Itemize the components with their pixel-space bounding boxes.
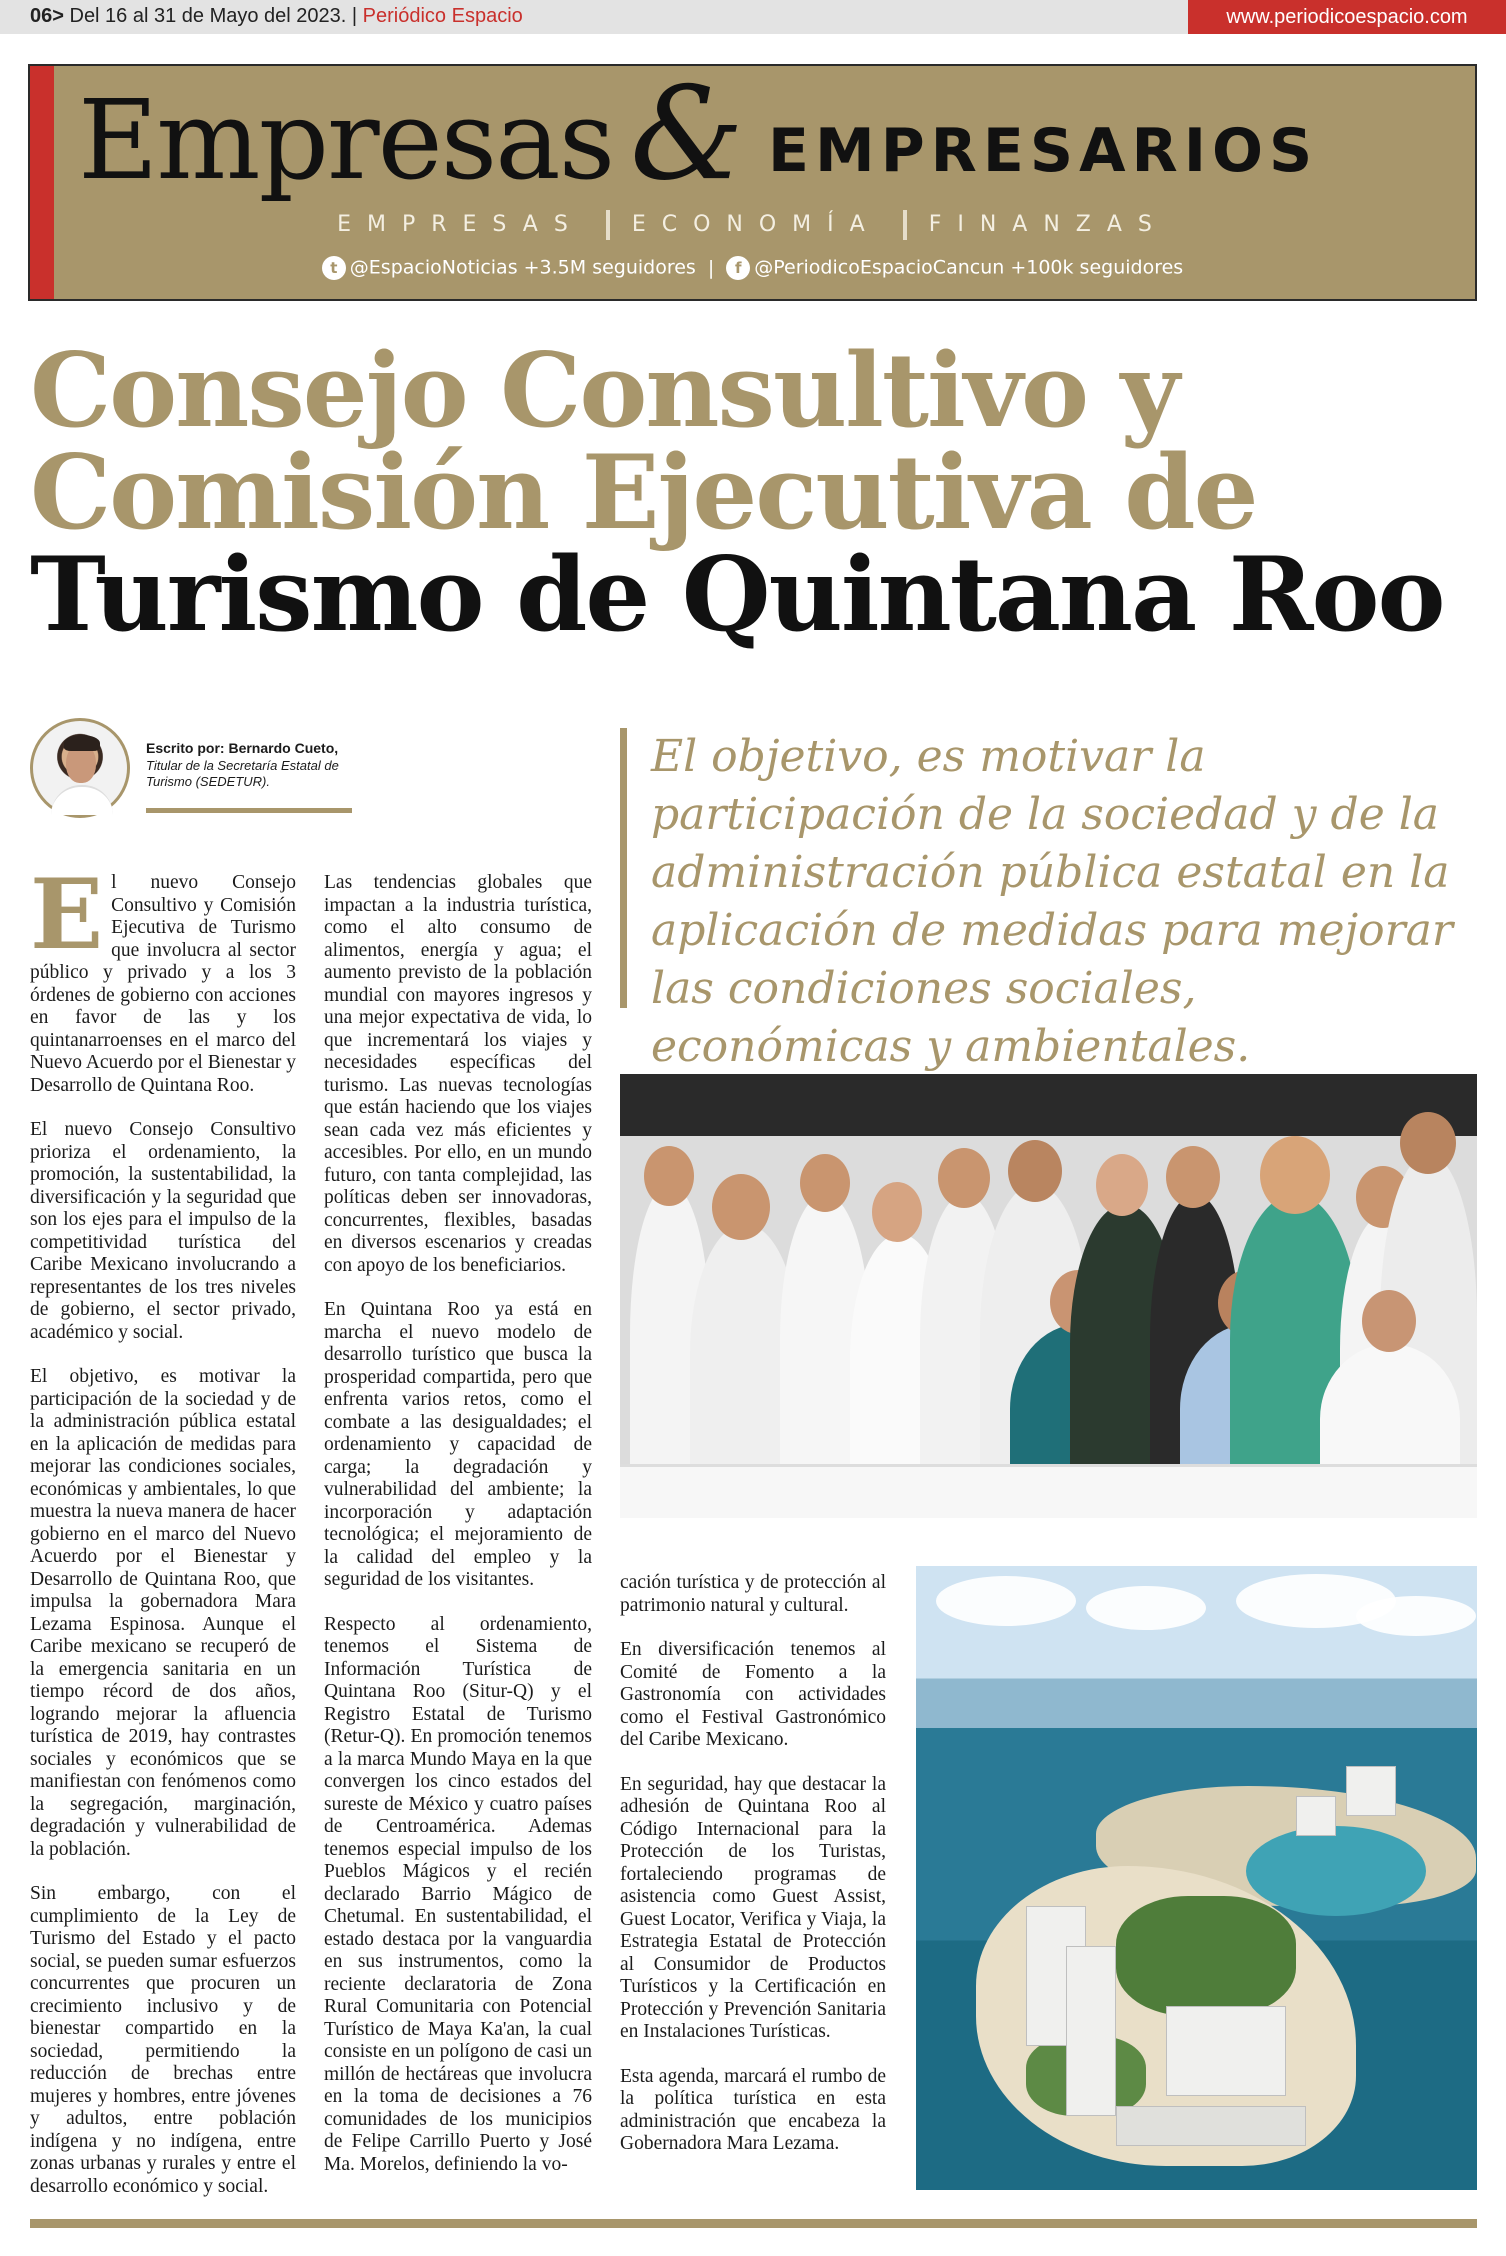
person-head [1260,1136,1330,1214]
issue-info [30,5,523,28]
headline-line-2: Comisión Ejecutiva de [30,433,1257,553]
person-head [938,1148,990,1208]
author-rule [146,808,352,813]
photo-building [1116,2106,1306,2146]
issue-dates: Del 16 al 31 de Mayo del 2023. | [63,5,363,27]
photo-building [1296,1796,1336,1836]
section-banner [28,60,1477,301]
paragraph: Esta agenda, marcará el rumbo de la política turística en esta administración que encabeza la Gobernadora Mara Lezama. [620,2065,886,2154]
banner-word-empresarios: EMPRESARIOS [768,116,1319,186]
avatar-shirt [51,785,113,815]
person-head [1008,1140,1062,1202]
person-head [800,1154,850,1212]
photo-cloud [1356,1596,1476,1636]
photo-cloud [1086,1586,1206,1630]
avatar-hair [64,735,100,751]
page-number: 06> [30,5,64,27]
person-head [712,1174,770,1240]
category-divider [903,210,907,240]
facebook-icon[interactable]: f [726,256,750,280]
person-head [872,1182,922,1242]
photo-lagoon [1246,1826,1426,1916]
social-links [30,256,1475,280]
paragraph [30,858,296,1097]
bottom-rule [30,2219,1477,2228]
photo-building [1066,1946,1116,2116]
photo-building [1346,1766,1396,1816]
aerial-photo [916,1566,1477,2190]
photo-cloud [936,1576,1076,1626]
author-avatar [30,718,130,818]
photo-greenery [1116,1896,1296,2016]
pull-quote: El objetivo, es motivar la participación de la sociedad y de la administración pública estatal en la aplicación de medidas para mejorar las condiciones sociales, económicas y ambientales. [620,728,1470,1008]
banner-ampersand: & [630,60,744,209]
article-column-3 [620,1572,886,2178]
person-head [1096,1154,1148,1216]
drop-cap: E [30,858,104,971]
paragraph: El objetivo, es motivar la participación de la sociedad y de la administración pública estatal en la aplicación de medidas para mejorar las condiciones sociales, económicas y ambientales, lo que muestra la nueva manera de hacer gobierno en el marco del Nuevo Acuerdo por el Bienestar y Desarrollo de Quintana Roo, que impulsa la gobernadora Mara Lezama Espinosa. Aunque el Caribe mexicano se recuperó de la emergencia sanitaria en un tiempo récord de dos años, logrando mejorar la afluencia turística de 2019, hay contrastes sociales y económicos que se manifiestan con fenómenos como la segregación, marginación, degradación y vulnerabilidad de la población. [30,1366,296,1860]
paragraph: En diversificación tenemos al Comité de Fomento a la Gastronomía con actividades como el Festival Gastronómico del Caribe Mexicano. [620,1639,886,1750]
twitter-handle[interactable]: @EspacioNoticias +3.5M seguidores [349,256,696,279]
publication-name: Periódico Espacio [362,5,523,27]
article-column-1 [30,858,296,2220]
paragraph: Respecto al ordenamiento, tenemos el Sistema de Información Turística de Quintana Roo (Situr-Q) y el Registro Estatal de Turismo (Retur-Q). En promoción tenemos a la marca Mundo Maya en la que convergen los cinco estados del sureste de México y cuatro países de Centroamérica. Ademas tenemos especial impulso de los Pueblos Mágicos y el recién declarado Barrio Mágico de Chetumal. En sustentabilidad, el estado destaca por la vanguardia en sus instrumentos, como la reciente declaratoria de Zona Rural Comunitaria con Potencial Turístico de Maya Ka'an, la cual consiste en un polígono de casi un millón de hectáreas que involucra en la toma de decisiones a 76 comunidades de los municipios de Felipe Carrillo Puerto y José Ma. Morelos, definiendo la vo- [324,1613,592,2175]
person-head [1166,1146,1220,1208]
article-headline [30,331,1490,655]
author-block [30,718,352,828]
author-byline: Escrito por: Bernardo Cueto, [146,740,339,756]
top-bar [0,0,1506,34]
twitter-icon[interactable]: t [322,256,346,280]
headline-line-1: Consejo Consultivo y [30,331,1178,451]
category-empresas: EMPRESAS [337,212,584,237]
person-head [1362,1290,1416,1352]
paragraph: El nuevo Consejo Consultivo prioriza el ordenamiento, la promoción, la sustentabilidad, la diversificación y la seguridad que son los ejes para el impulso de la competitividad turística del Caribe Mexicano involucrando a representantes de los tres niveles de gobierno, el sector privado, académico y social. [30,1119,296,1343]
banner-word-empresas: Empresas [78,76,614,204]
category-finanzas: FINANZAS [928,212,1168,237]
group-photo [620,1074,1477,1518]
paragraph: cación turística y de protección al patrimonio natural y cultural. [620,1572,886,1616]
paragraph: Las tendencias globales que impactan a la industria turística, como el alto consumo de alimentos, energía y agua; el aumento previsto de la población mundial con mayores ingresos y una mejor expectativa de vida, lo que incrementará los viajes y necesidades específicas del turismo. Las nuevas tecnologías que están haciendo que los viajes sean cada vez más eficientes y accesibles. Por ello, en un mundo futuro, con tanta complejidad, las políticas deben ser innovadoras, concurrentes, flexibles, basadas en diversos escenarios y creadas con apoyo de los beneficiarios. [324,872,592,1276]
headline-line-3: Turismo de Quintana Roo [30,535,1444,655]
social-divider: | [707,256,715,279]
person-head [644,1146,694,1206]
paragraph: Sin embargo, con el cumplimiento de la Ley de Turismo del Estado y el pacto social, se pueden sumar esfuerzos concurrentes que procuren un crecimiento inclusivo y de bienestar compartido en la sociedad, permitiendo la reducción de brechas entre mujeres y hombres, entre jóvenes y adultos, entre población indígena y no indígena, entre zonas urbanas y rurales y entre el desarrollo económico y social. [30,1883,296,2197]
banner-categories [30,210,1475,240]
facebook-handle[interactable]: @PeriodicoEspacioCancun +100k seguidores [754,256,1184,279]
category-economia: ECONOMÍA [631,212,881,237]
person-head [1400,1112,1456,1174]
article-column-2 [324,872,592,2198]
category-divider [606,210,610,240]
paragraph: En Quintana Roo ya está en marcha el nuevo modelo de desarrollo turístico que busca la prosperidad compartida, pero que enfrenta varios retos, como el combate a las desigualdades; el ordenamiento y capacidad de carga; la degradación y vulnerabilidad del ambiente; la incorporación y adaptación tecnológica; el mejoramiento de la calidad del empleo y la seguridad de los visitantes. [324,1299,592,1590]
paragraph: En seguridad, hay que destacar la adhesión de Quintana Roo al Código Internacional para la Protección de los Turistas, fortaleciendo programas de asistencia como Guest Assist, Guest Locator, Verifica y Viaja, la Estrategia Estatal de Protección al Consumidor de Productos Turísticos y la Certificación en Protección y Prevención Sanitaria en Instalaciones Turísticas. [620,1773,886,2042]
photo-table [620,1464,1477,1518]
website-link[interactable]: www.periodicoespacio.com [1188,0,1506,34]
paragraph-text: l nuevo Consejo Consultivo y Comisión Ejecutiva de Turismo que involucra al sector público y privado y a los 3 órdenes de gobierno con acciones en favor de las y los quintanarroenses en el marco del Nuevo Acuerdo por el Bienestar y Desarrollo de Quintana Roo. [30,872,296,1096]
author-role: Titular de la Secretaría Estatal de Turismo (SEDETUR). [146,758,339,789]
photo-building [1166,2006,1286,2096]
